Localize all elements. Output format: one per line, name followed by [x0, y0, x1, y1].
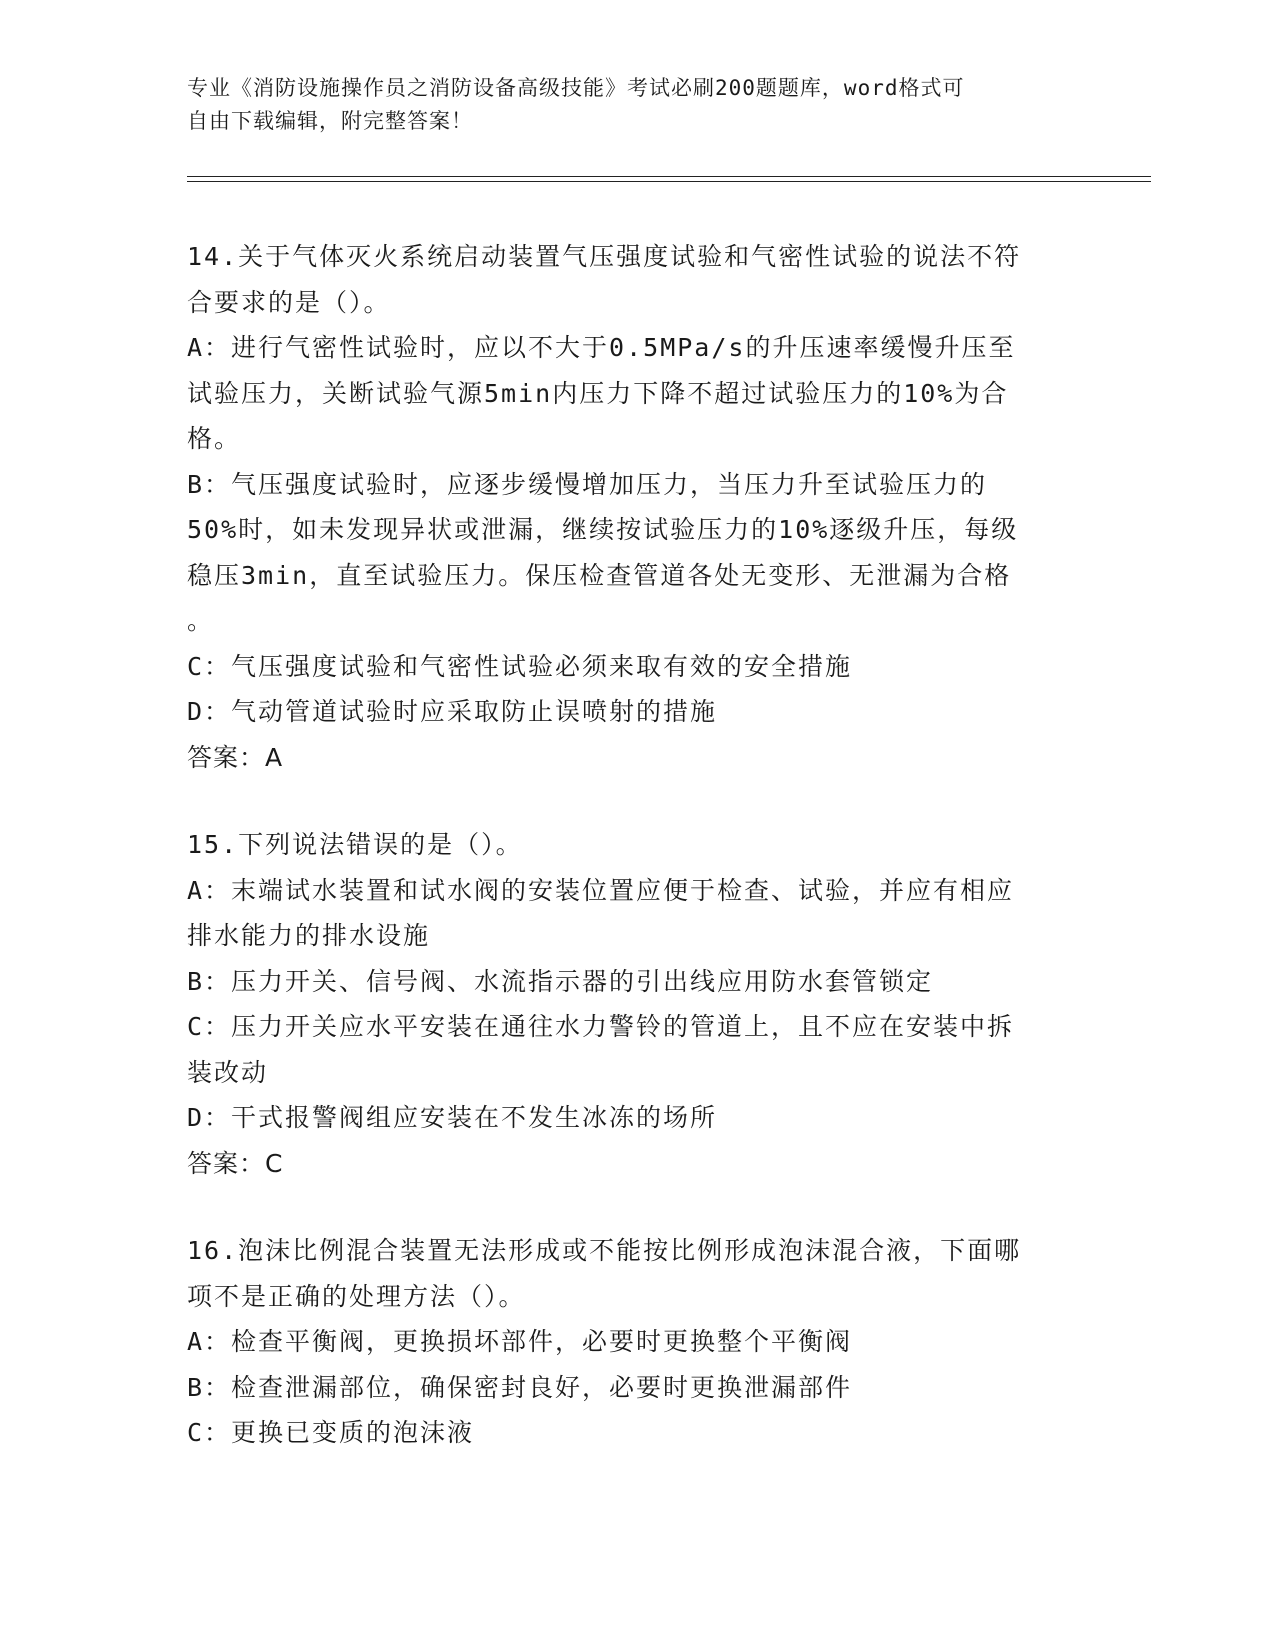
question-block — [187, 1228, 1067, 1456]
question-stem: 16.泡沫比例混合装置无法形成或不能按比例形成泡沫混合液，下面哪 — [187, 1236, 1022, 1265]
option-line: B：检查泄漏部位，确保密封良好，必要时更换泄漏部件 — [187, 1372, 853, 1402]
option-line: A：检查平衡阀，更换损坏部件，必要时更换整个平衡阀 — [187, 1327, 853, 1356]
option-line: A：末端试水装置和试水阀的安装位置应便于检查、试验，并应有相应 — [187, 875, 1015, 905]
question-stem: 项不是正确的处理方法（）。 — [187, 1281, 526, 1311]
answer-line: 答案：C — [187, 1148, 284, 1178]
option-line: 装改动 — [187, 1057, 269, 1087]
option-line: 。 — [187, 606, 215, 635]
option-line: A：进行气密性试验时，应以不大于0.5MPa/s的升压速率缓慢升压至 — [187, 333, 1016, 362]
option-line: 格。 — [187, 424, 242, 453]
option-line: C：气压强度试验和气密性试验必须来取有效的安全措施 — [187, 651, 853, 681]
answer-line: 答案：A — [187, 742, 284, 772]
option-line: B：压力开关、信号阀、水流指示器的引出线应用防水套管锁定 — [187, 966, 934, 996]
document-header — [187, 72, 1067, 138]
option-line: 50%时，如未发现异状或泄漏，继续按试验压力的10%逐级升压，每级 — [187, 515, 1019, 544]
header-line: 专业《消防设施操作员之消防设备高级技能》考试必刷200题题库，word格式可 — [187, 76, 965, 100]
option-line: C：更换已变质的泡沫液 — [187, 1418, 475, 1447]
question-stem: 合要求的是（）。 — [187, 287, 391, 317]
option-line: C：压力开关应水平安装在通往水力警铃的管道上，且不应在安装中拆 — [187, 1012, 1015, 1041]
question-list — [187, 234, 1067, 1456]
option-line: B：气压强度试验时，应逐步缓慢增加压力，当压力升至试验压力的 — [187, 469, 988, 499]
header-line: 自由下载编辑，附完整答案！ — [187, 109, 473, 133]
option-line: D：干式报警阀组应安装在不发生冰冻的场所 — [187, 1103, 718, 1132]
header-divider — [187, 176, 1151, 182]
question-block — [187, 822, 1067, 1186]
question-stem: 14.关于气体灭火系统启动装置气压强度试验和气密性试验的说法不符 — [187, 242, 1022, 271]
option-line: 稳压3min，直至试验压力。保压检查管道各处无变形、无泄漏为合格 — [187, 560, 1012, 590]
option-line: 试验压力，关断试验气源5min内压力下降不超过试验压力的10%为合 — [187, 378, 1009, 408]
question-block — [187, 234, 1067, 780]
question-stem: 15.下列说法错误的是（）。 — [187, 830, 523, 859]
option-line: 排水能力的排水设施 — [187, 921, 431, 950]
option-line: D：气动管道试验时应采取防止误喷射的措施 — [187, 697, 718, 726]
